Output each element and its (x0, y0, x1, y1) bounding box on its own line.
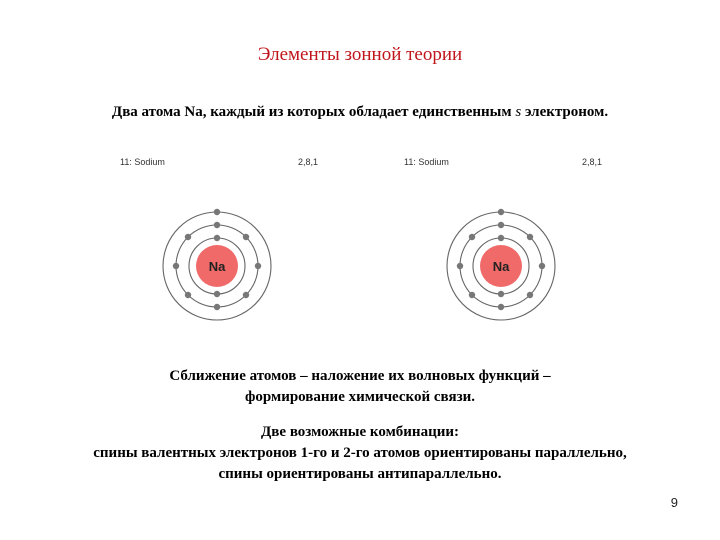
electron-config-label: 2,8,1 (297, 157, 318, 167)
atom-diagram-left (112, 155, 322, 345)
electron-config-label: 2,8,1 (581, 157, 602, 167)
atom-header (396, 155, 606, 169)
spin-combinations-paragraph (0, 422, 720, 485)
paragraph-line: спины ориентированы антипараллельно. (218, 466, 502, 482)
atom-name-label: 11: Sodium (120, 157, 165, 167)
atom-diagram-right (396, 155, 606, 345)
slide-subtitle (0, 104, 720, 121)
page-number: 9 (670, 495, 678, 510)
subtitle-s-letter: s (515, 104, 522, 120)
atom-header (112, 155, 322, 169)
atom-name-label: 11: Sodium (404, 157, 449, 167)
nucleus-symbol: Na (492, 259, 510, 274)
bohr-model-graphic (436, 201, 566, 331)
paragraph-line: формирование химической связи. (244, 389, 475, 405)
subtitle-text-end: электроном. (521, 104, 609, 120)
bohr-model-graphic (152, 201, 282, 331)
paragraph-line: Две возможные комбинации: (260, 424, 459, 440)
nucleus-symbol: Na (208, 259, 226, 274)
slide-title: Элементы зонной теории (257, 44, 463, 65)
paragraph-line: спины валентных электронов 1-го и 2-го атомов ориентированы параллельно, (93, 445, 627, 461)
subtitle-text-start: Два атома Na, каждый из которых обладает единственным (111, 104, 516, 120)
paragraph-line: Сближение атомов – наложение их волновых функций – (169, 368, 551, 384)
bonding-paragraph (0, 366, 720, 408)
